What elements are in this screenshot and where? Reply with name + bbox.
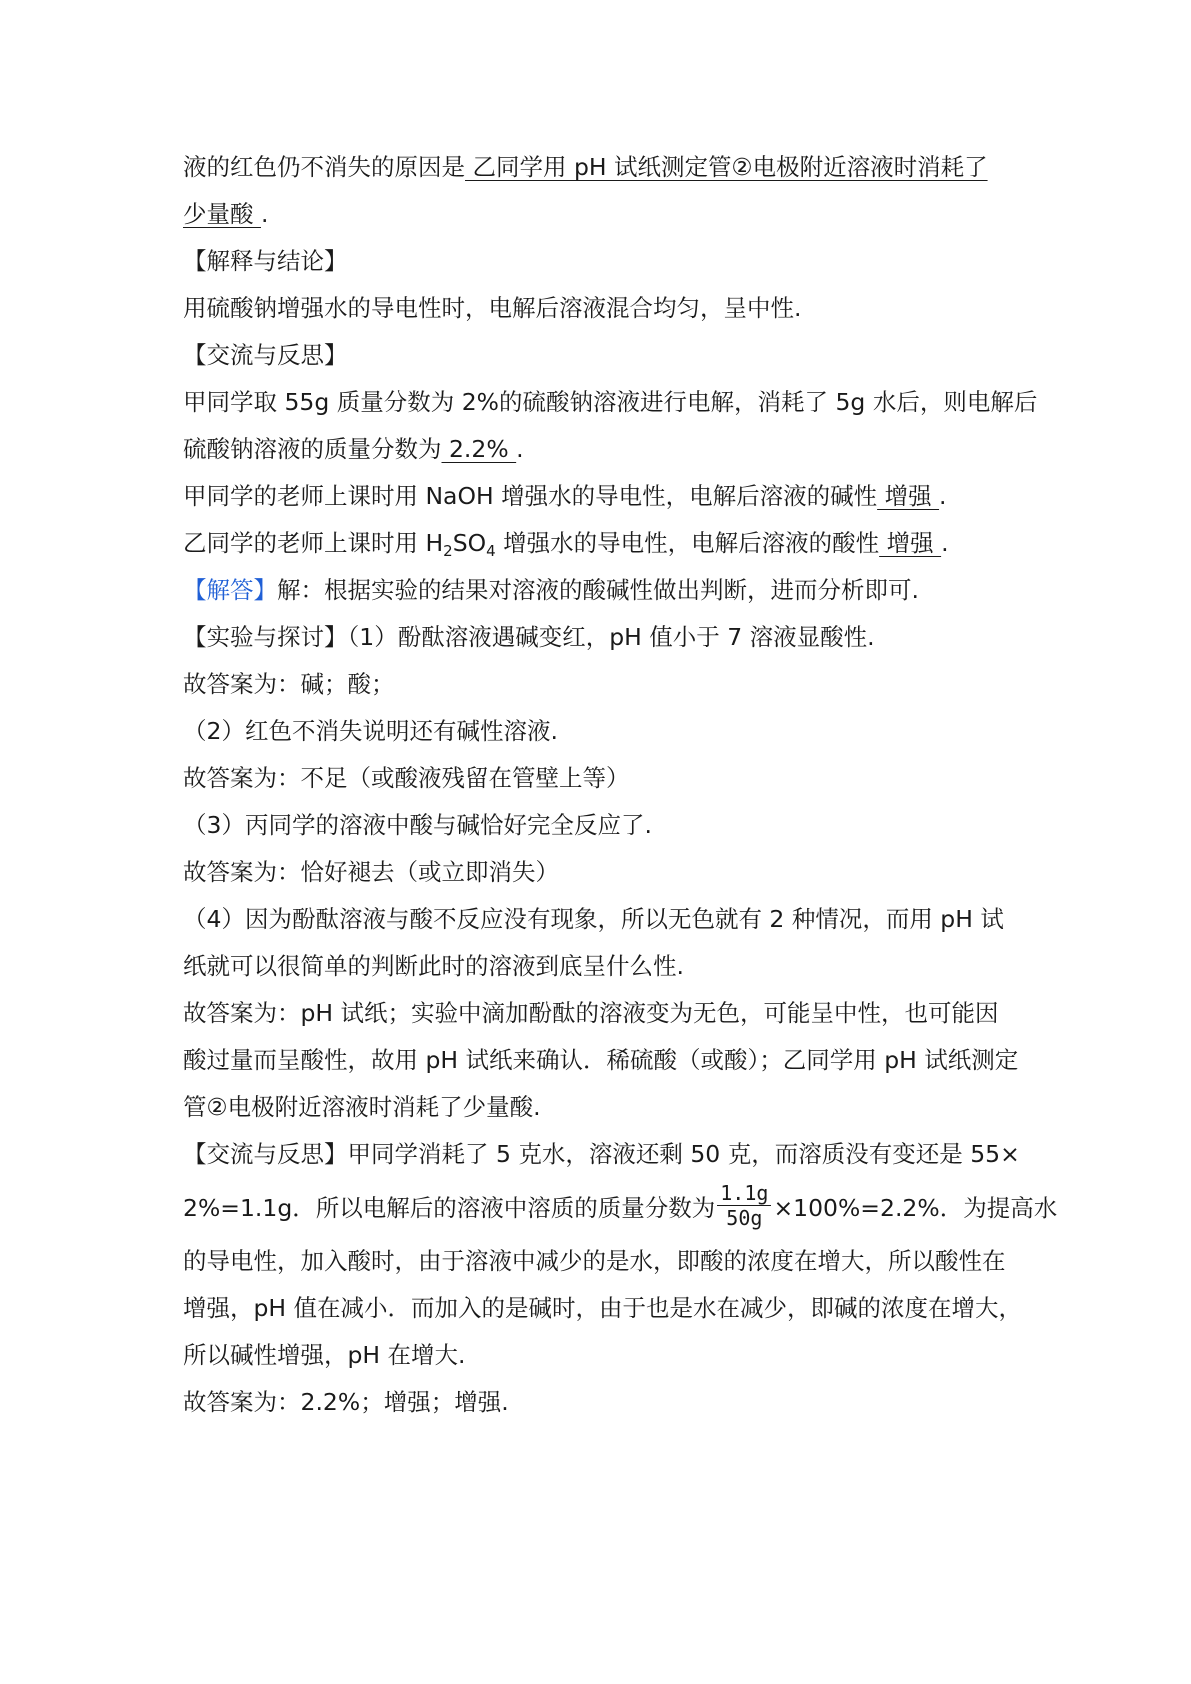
text-segment: 解：根据实验的结果对溶液的酸碱性做出判断，进而分析即可.	[277, 576, 919, 604]
section-heading: 【解释与结论】	[183, 247, 348, 275]
text-line: （2）红色不消失说明还有碱性溶液.	[183, 717, 558, 745]
text-line: 所以碱性增强，pH 在增大.	[183, 1341, 466, 1369]
text-line: 用硫酸钠增强水的导电性时，电解后溶液混合均匀，呈中性.	[183, 294, 802, 322]
text-segment: 液的红色仍不消失的原因是	[183, 153, 465, 181]
text-segment: ×100%=2.2%．为提高水	[773, 1194, 1058, 1222]
text-line: 纸就可以很简单的判断此时的溶液到底呈什么性.	[183, 952, 684, 980]
text-line: 故答案为：2.2%；增强；增强.	[183, 1388, 509, 1416]
answer-blank: 乙同学用 pH 试纸测定管②电极附近溶液时消耗了	[465, 153, 988, 181]
section-heading: 【交流与反思】	[183, 341, 348, 369]
text-line: 【交流与反思】甲同学消耗了 5 克水，溶液还剩 50 克，而溶质没有变还是 55×	[183, 1140, 1020, 1168]
text-line: 增强，pH 值在减小．而加入的是碱时，由于也是水在减少，即碱的浓度在增大，	[183, 1294, 1023, 1322]
text-segment: 硫酸钠溶液的质量分数为	[183, 435, 442, 463]
subscript: 2	[443, 542, 453, 560]
text-line: 故答案为：恰好褪去（或立即消失）	[183, 858, 559, 886]
answer-blank: 增强	[877, 482, 940, 510]
answer-blank: 增强	[879, 529, 942, 557]
text-line: 故答案为：不足（或酸液残留在管壁上等）	[183, 764, 630, 792]
fraction-numerator: 1.1g	[717, 1181, 771, 1206]
text-line	[183, 473, 1021, 520]
fraction-denominator: 50g	[726, 1206, 763, 1230]
text-line	[183, 426, 1021, 473]
text-line: （4）因为酚酞溶液与酸不反应没有现象，所以无色就有 2 种情况，而用 pH 试	[183, 905, 1004, 933]
text-line	[183, 520, 1021, 567]
text-segment: .	[260, 200, 269, 228]
text-segment: .	[516, 435, 524, 463]
text-line: 管②电极附近溶液时消耗了少量酸.	[183, 1093, 541, 1121]
text-segment: SO	[452, 529, 487, 557]
text-line: 甲同学取 55g 质量分数为 2%的硫酸钠溶液进行电解，消耗了 5g 水后，则电解后	[183, 388, 1038, 416]
text-segment: .	[941, 529, 949, 557]
text-line	[183, 1178, 1058, 1238]
text-line: 的导电性，加入酸时，由于溶液中减少的是水，即酸的浓度在增大，所以酸性在	[183, 1247, 1006, 1275]
text-segment: 增强水的导电性，电解后溶液的酸性	[495, 529, 880, 557]
answer-blank: 2.2%	[441, 435, 517, 463]
text-line: 故答案为：碱；酸；	[183, 670, 395, 698]
text-line: （3）丙同学的溶液中酸与碱恰好完全反应了.	[183, 811, 652, 839]
answer-tag: 【解答】	[183, 576, 277, 604]
text-line: 酸过量而呈酸性，故用 pH 试纸来确认．稀硫酸（或酸）；乙同学用 pH 试纸测定	[183, 1046, 1019, 1074]
text-line	[183, 191, 1021, 238]
document-body	[183, 144, 1058, 1426]
subscript: 4	[486, 542, 496, 560]
text-segment: 甲同学的老师上课时用 NaOH 增强水的导电性，电解后溶液的碱性	[183, 482, 878, 510]
fraction	[717, 1181, 771, 1230]
text-line	[183, 144, 1021, 191]
text-line: 【实验与探讨】（1）酚酞溶液遇碱变红，pH 值小于 7 溶液显酸性.	[183, 623, 875, 651]
text-segment: 2%=1.1g．所以电解后的溶液中溶质的质量分数为	[183, 1194, 716, 1222]
text-line: 故答案为：pH 试纸；实验中滴加酚酞的溶液变为无色，可能呈中性，也可能因	[183, 999, 999, 1027]
text-segment: .	[939, 482, 947, 510]
answer-blank: 少量酸	[183, 200, 261, 228]
text-line	[183, 567, 1021, 614]
text-segment: 乙同学的老师上课时用 H	[183, 529, 444, 557]
